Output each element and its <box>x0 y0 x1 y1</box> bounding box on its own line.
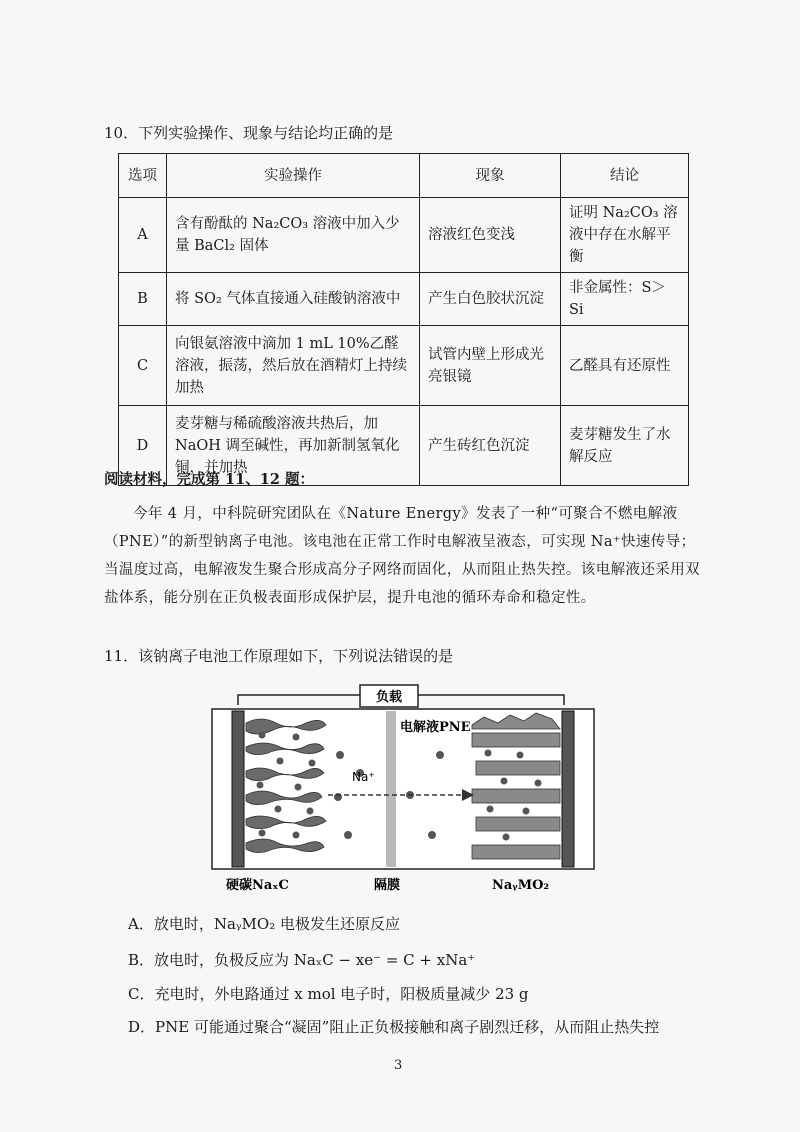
reading-heading: 阅读材料，完成第 11、12 题： <box>104 471 314 488</box>
row-phenomenon: 产生白色胶状沉淀 <box>420 273 561 326</box>
header-option: 选项 <box>119 154 167 198</box>
row-conclusion: 证明 Na₂CO₃ 溶液中存在水解平衡 <box>561 198 689 273</box>
separator <box>386 711 396 867</box>
ion-label: Na⁺ <box>352 770 375 784</box>
choice-c: C．充电时，外电路通过 x mol 电子时，阳极质量减少 23 g <box>128 985 529 1003</box>
row-option: C <box>119 326 167 406</box>
row-phenomenon: 试管内壁上形成光亮银镜 <box>420 326 561 406</box>
row-phenomenon: 产生砖红色沉淀 <box>420 406 561 486</box>
header-operation: 实验操作 <box>167 154 420 198</box>
left-electrode-label: 硬碳NaₓC <box>226 878 289 893</box>
header-phenomenon: 现象 <box>420 154 561 198</box>
choice-b: B．放电时，负极反应为 NaₓC − xe⁻ = C + xNa⁺ <box>128 951 476 969</box>
row-option: A <box>119 198 167 273</box>
row-option: D <box>119 406 167 486</box>
left-electrode <box>232 711 244 867</box>
choice-a: A．放电时，NaᵧMO₂ 电极发生还原反应 <box>128 915 400 933</box>
experiment-table <box>118 153 689 486</box>
row-operation: 向银氨溶液中滴加 1 mL 10%乙醛溶液，振荡，然后放在酒精灯上持续加热 <box>167 326 420 406</box>
load-label: 负载 <box>375 690 403 705</box>
table-row <box>119 198 689 273</box>
row-operation: 麦芽糖与稀硫酸溶液共热后，加 NaOH 调至碱性，再加新制氢氧化铜，并加热 <box>167 406 420 486</box>
electrolyte-label: 电解液PNE <box>400 720 471 735</box>
row-conclusion: 麦芽糖发生了水解反应 <box>561 406 689 486</box>
battery-diagram <box>200 675 620 905</box>
row-operation: 含有酚酞的 Na₂CO₃ 溶液中加入少量 BaCl₂ 固体 <box>167 198 420 273</box>
choice-d: D．PNE 可能通过聚合“凝固”阻止正负极接触和离子剧烈迁移，从而阻止热失控 <box>128 1018 660 1036</box>
row-phenomenon: 溶液红色变浅 <box>420 198 561 273</box>
table-row <box>119 273 689 326</box>
row-conclusion: 非金属性：S＞Si <box>561 273 689 326</box>
table-header-row <box>119 154 689 198</box>
header-conclusion: 结论 <box>561 154 689 198</box>
separator-label: 隔膜 <box>374 878 401 893</box>
right-electrode-label: NaᵧMO₂ <box>492 878 550 893</box>
reading-body: 今年 4 月，中科院研究团队在《Nature Energy》发表了一种“可聚合不燃电解液（PNE）”的新型钠离子电池。该电池在正常工作时电解液呈液态，可实现 Na⁺快速传导；当温度过高，电解液发生聚合形成高分子网络而固化，从而阻止热失控。该电解液还采用双盐体系，能分别在正负极表面形成保护层，提升电池的循环寿命和稳定性。 <box>104 506 700 606</box>
question-11-title: 11．该钠离子电池工作原理如下，下列说法错误的是 <box>104 647 454 665</box>
right-electrode <box>562 711 574 867</box>
row-option: B <box>119 273 167 326</box>
page-number: 3 <box>394 1058 403 1073</box>
row-operation: 将 SO₂ 气体直接通入硅酸钠溶液中 <box>167 273 420 326</box>
row-conclusion: 乙醛具有还原性 <box>561 326 689 406</box>
question-10-title: 10．下列实验操作、现象与结论均正确的是 <box>104 124 394 142</box>
table-row <box>119 326 689 406</box>
